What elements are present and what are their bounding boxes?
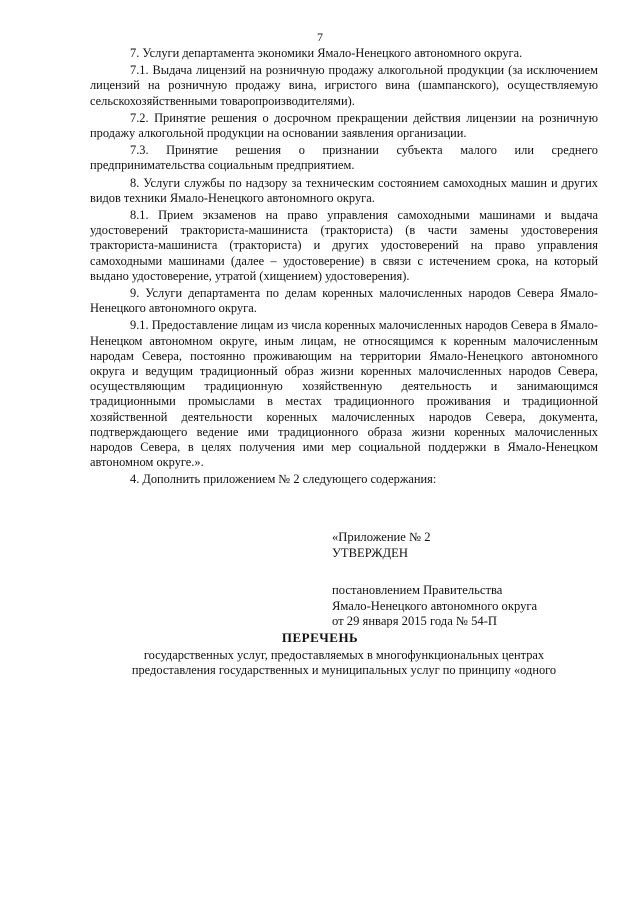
resolution-line: постановлением Правительства xyxy=(332,583,503,598)
list-title: ПЕРЕЧЕНЬ xyxy=(281,630,359,645)
paragraph: 7.3. Принятие решения о признании субъекта малого или среднего предпринимательства социальным предприятием. xyxy=(90,143,598,173)
paragraph: 7.1. Выдача лицензий на розничную продажу алкогольной продукции (за исключением лицензий на розничную продажу вина, игристого вина (шампанского), осуществляемую сельскохозяйственными товаропроизводителями). xyxy=(90,63,598,108)
list-subtitle xyxy=(90,648,598,678)
paragraph: 9.1. Предоставление лицам из числа коренных малочисленных народов Севера в Ямало-Ненецком автономном округе, иным лицам, не относящимся к коренным малочисленным народам Севера, постоянно проживающим на территории Ямало-Ненецкого автономного округа и ведущим традиционный образ жизни коренных малочисленных народов Севера, осуществляющим традиционную хозяйственную деятельность и занимающимся традиционными промыслами в местах традиционного проживания и традиционной хозяйственной деятельности коренных малочисленных народов Севера, документа, подтверждающего ведение ими традиционного образа жизни коренных малочисленных народов Севера, в целях получения ими мер социальной поддержки в Ямало-Ненецком автономном округе.». xyxy=(90,318,598,470)
resolution-line: Ямало-Ненецкого автономного округа xyxy=(332,598,538,613)
paragraph: 8.1. Прием экзаменов на право управления самоходными машинами и выдача удостоверений тракториста-машиниста (тракториста) (в части замены удостоверения тракториста-машиниста (тракториста) и других удостоверений на право управления самоходными машинами (далее – удостоверение) в связи с истечением срока, на который выдано удостоверение, утратой (хищением) удостоверения). xyxy=(90,208,598,283)
paragraph: 7.2. Принятие решения о досрочном прекращении действия лицензии на розничную продажу алкогольной продукции на основании заявления организации. xyxy=(90,110,598,141)
appendix-header xyxy=(332,530,602,630)
resolution-date: от 29 января 2015 года № 54-П xyxy=(332,614,497,629)
paragraph: 9. Услуги департамента по делам коренных малочисленных народов Севера Ямало-Ненецкого автономного округа. xyxy=(90,286,598,316)
document-body xyxy=(90,46,598,490)
page-number: 7 xyxy=(317,30,323,44)
list-subtitle-line: предоставления государственных и муниципальных услуг по принципу «одного xyxy=(131,663,557,678)
approved-label: УТВЕРЖДЕН xyxy=(332,545,408,560)
paragraph: 4. Дополнить приложением № 2 следующего содержания: xyxy=(130,472,437,487)
paragraph: 8. Услуги службы по надзору за техническим состоянием самоходных машин и других видов техники Ямало-Ненецкого автономного округа. xyxy=(90,175,598,205)
appendix-title: «Приложение № 2 xyxy=(332,530,431,544)
paragraph: 7. Услуги департамента экономики Ямало-Ненецкого автономного округа. xyxy=(130,46,523,60)
spacer xyxy=(332,561,602,583)
list-subtitle-line: государственных услуг, предоставляемых в многофункциональных центрах xyxy=(143,648,545,662)
